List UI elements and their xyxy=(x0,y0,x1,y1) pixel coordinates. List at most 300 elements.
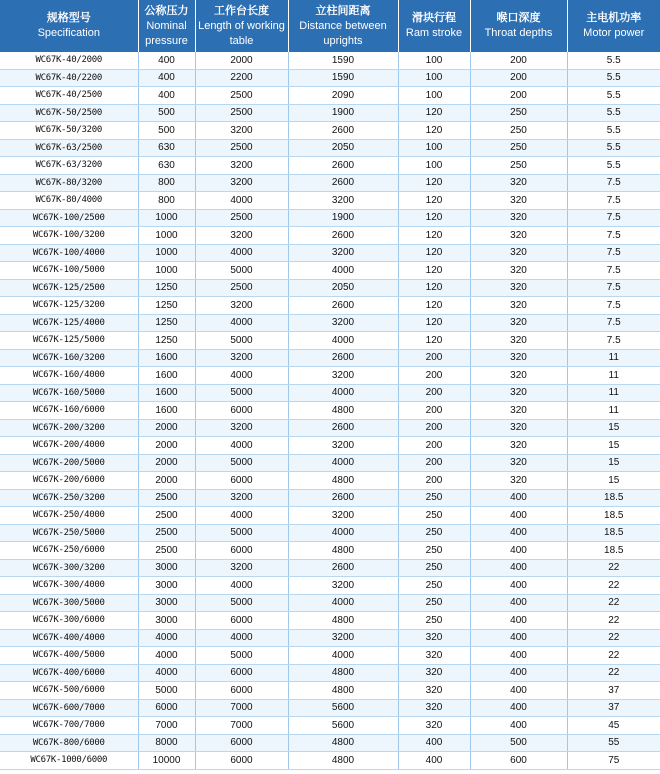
cell-pressure: 1600 xyxy=(138,349,195,367)
cell-throat-depth: 320 xyxy=(470,297,567,315)
cell-motor-power: 15 xyxy=(567,454,660,472)
cell-motor-power: 7.5 xyxy=(567,279,660,297)
cell-motor-power: 55 xyxy=(567,734,660,752)
cell-throat-depth: 400 xyxy=(470,682,567,700)
cell-throat-depth: 320 xyxy=(470,367,567,385)
header-upright-distance: 立柱间距离 Distance between uprights xyxy=(288,0,398,52)
cell-upright-distance: 2600 xyxy=(288,419,398,437)
cell-pressure: 1000 xyxy=(138,227,195,245)
cell-table-length: 6000 xyxy=(195,542,288,560)
cell-ram-stroke: 400 xyxy=(398,734,470,752)
cell-motor-power: 18.5 xyxy=(567,489,660,507)
cell-model: WC67K-600/7000 xyxy=(0,699,138,717)
cell-pressure: 10000 xyxy=(138,752,195,770)
cell-pressure: 1600 xyxy=(138,402,195,420)
cell-pressure: 3000 xyxy=(138,594,195,612)
cell-motor-power: 7.5 xyxy=(567,332,660,350)
table-row xyxy=(0,349,660,367)
cell-table-length: 3200 xyxy=(195,157,288,175)
cell-model: WC67K-50/2500 xyxy=(0,104,138,122)
cell-model: WC67K-160/5000 xyxy=(0,384,138,402)
header-table-length: 工作台长度 Length of working table xyxy=(195,0,288,52)
cell-upright-distance: 4800 xyxy=(288,542,398,560)
cell-model: WC67K-200/5000 xyxy=(0,454,138,472)
cell-throat-depth: 320 xyxy=(470,332,567,350)
cell-throat-depth: 320 xyxy=(470,402,567,420)
cell-model: WC67K-40/2500 xyxy=(0,87,138,105)
header-motor-power: 主电机功率 Motor power xyxy=(567,0,660,52)
cell-motor-power: 7.5 xyxy=(567,297,660,315)
table-row xyxy=(0,332,660,350)
cell-ram-stroke: 120 xyxy=(398,104,470,122)
cell-ram-stroke: 250 xyxy=(398,524,470,542)
cell-model: WC67K-400/6000 xyxy=(0,664,138,682)
cell-table-length: 7000 xyxy=(195,699,288,717)
cell-model: WC67K-125/2500 xyxy=(0,279,138,297)
cell-model: WC67K-125/3200 xyxy=(0,297,138,315)
cell-table-length: 3200 xyxy=(195,227,288,245)
cell-throat-depth: 400 xyxy=(470,577,567,595)
cell-ram-stroke: 120 xyxy=(398,314,470,332)
table-header xyxy=(0,0,660,52)
cell-upright-distance: 3200 xyxy=(288,629,398,647)
cell-throat-depth: 320 xyxy=(470,437,567,455)
cell-pressure: 3000 xyxy=(138,612,195,630)
cell-ram-stroke: 100 xyxy=(398,69,470,87)
table-row xyxy=(0,262,660,280)
table-row xyxy=(0,192,660,210)
table-row xyxy=(0,594,660,612)
table-row xyxy=(0,559,660,577)
cell-motor-power: 22 xyxy=(567,594,660,612)
table-row xyxy=(0,209,660,227)
cell-ram-stroke: 200 xyxy=(398,349,470,367)
table-row xyxy=(0,384,660,402)
cell-motor-power: 7.5 xyxy=(567,192,660,210)
cell-throat-depth: 400 xyxy=(470,629,567,647)
cell-ram-stroke: 200 xyxy=(398,454,470,472)
cell-upright-distance: 3200 xyxy=(288,577,398,595)
cell-upright-distance: 1590 xyxy=(288,69,398,87)
cell-model: WC67K-125/4000 xyxy=(0,314,138,332)
cell-model: WC67K-500/6000 xyxy=(0,682,138,700)
cell-model: WC67K-250/3200 xyxy=(0,489,138,507)
cell-motor-power: 45 xyxy=(567,717,660,735)
cell-upright-distance: 1590 xyxy=(288,52,398,69)
table-row xyxy=(0,244,660,262)
cell-table-length: 5000 xyxy=(195,454,288,472)
cell-table-length: 2500 xyxy=(195,139,288,157)
cell-upright-distance: 2600 xyxy=(288,157,398,175)
cell-throat-depth: 200 xyxy=(470,87,567,105)
cell-model: WC67K-40/2200 xyxy=(0,69,138,87)
cell-pressure: 8000 xyxy=(138,734,195,752)
cell-ram-stroke: 320 xyxy=(398,647,470,665)
cell-ram-stroke: 200 xyxy=(398,367,470,385)
cell-motor-power: 22 xyxy=(567,559,660,577)
cell-upright-distance: 5600 xyxy=(288,717,398,735)
cell-ram-stroke: 320 xyxy=(398,664,470,682)
cell-table-length: 3200 xyxy=(195,489,288,507)
cell-model: WC67K-250/5000 xyxy=(0,524,138,542)
cell-motor-power: 11 xyxy=(567,349,660,367)
cell-pressure: 800 xyxy=(138,192,195,210)
cell-motor-power: 18.5 xyxy=(567,542,660,560)
cell-motor-power: 22 xyxy=(567,664,660,682)
cell-upright-distance: 2050 xyxy=(288,279,398,297)
cell-throat-depth: 320 xyxy=(470,314,567,332)
cell-throat-depth: 320 xyxy=(470,472,567,490)
cell-upright-distance: 4000 xyxy=(288,594,398,612)
cell-pressure: 3000 xyxy=(138,577,195,595)
cell-upright-distance: 4000 xyxy=(288,647,398,665)
cell-ram-stroke: 320 xyxy=(398,682,470,700)
cell-ram-stroke: 200 xyxy=(398,419,470,437)
table-row xyxy=(0,629,660,647)
cell-throat-depth: 320 xyxy=(470,419,567,437)
header-nominal-pressure: 公称压力 Nominal pressure xyxy=(138,0,195,52)
cell-ram-stroke: 200 xyxy=(398,384,470,402)
cell-table-length: 7000 xyxy=(195,717,288,735)
cell-model: WC67K-160/4000 xyxy=(0,367,138,385)
header-ram-stroke: 滑块行程 Ram stroke xyxy=(398,0,470,52)
cell-ram-stroke: 120 xyxy=(398,262,470,280)
cell-upright-distance: 3200 xyxy=(288,192,398,210)
cell-throat-depth: 250 xyxy=(470,139,567,157)
table-row xyxy=(0,524,660,542)
cell-pressure: 630 xyxy=(138,157,195,175)
cell-ram-stroke: 200 xyxy=(398,472,470,490)
cell-throat-depth: 400 xyxy=(470,559,567,577)
cell-model: WC67K-200/6000 xyxy=(0,472,138,490)
table-row xyxy=(0,157,660,175)
cell-ram-stroke: 200 xyxy=(398,402,470,420)
cell-pressure: 400 xyxy=(138,69,195,87)
cell-ram-stroke: 320 xyxy=(398,629,470,647)
table-row xyxy=(0,367,660,385)
cell-motor-power: 18.5 xyxy=(567,507,660,525)
cell-model: WC67K-250/4000 xyxy=(0,507,138,525)
cell-upright-distance: 4800 xyxy=(288,612,398,630)
cell-pressure: 2500 xyxy=(138,542,195,560)
cell-ram-stroke: 320 xyxy=(398,699,470,717)
cell-model: WC67K-40/2000 xyxy=(0,52,138,69)
table-row xyxy=(0,454,660,472)
cell-pressure: 1250 xyxy=(138,332,195,350)
cell-motor-power: 7.5 xyxy=(567,244,660,262)
cell-upright-distance: 4800 xyxy=(288,734,398,752)
cell-motor-power: 22 xyxy=(567,612,660,630)
cell-table-length: 2500 xyxy=(195,209,288,227)
table-body xyxy=(0,52,660,769)
cell-model: WC67K-160/3200 xyxy=(0,349,138,367)
cell-table-length: 4000 xyxy=(195,507,288,525)
cell-upright-distance: 4000 xyxy=(288,262,398,280)
table-row xyxy=(0,577,660,595)
table-row xyxy=(0,647,660,665)
table-row xyxy=(0,682,660,700)
cell-pressure: 4000 xyxy=(138,629,195,647)
table-row xyxy=(0,139,660,157)
cell-motor-power: 18.5 xyxy=(567,524,660,542)
cell-pressure: 1250 xyxy=(138,314,195,332)
cell-model: WC67K-300/5000 xyxy=(0,594,138,612)
cell-throat-depth: 500 xyxy=(470,734,567,752)
header-row xyxy=(0,0,660,52)
cell-table-length: 5000 xyxy=(195,524,288,542)
table-row xyxy=(0,437,660,455)
cell-pressure: 400 xyxy=(138,87,195,105)
cell-throat-depth: 400 xyxy=(470,717,567,735)
cell-model: WC67K-160/6000 xyxy=(0,402,138,420)
cell-pressure: 6000 xyxy=(138,699,195,717)
cell-ram-stroke: 250 xyxy=(398,542,470,560)
cell-pressure: 2500 xyxy=(138,507,195,525)
table-row xyxy=(0,87,660,105)
cell-motor-power: 5.5 xyxy=(567,87,660,105)
cell-model: WC67K-80/4000 xyxy=(0,192,138,210)
cell-throat-depth: 320 xyxy=(470,227,567,245)
cell-throat-depth: 400 xyxy=(470,664,567,682)
cell-model: WC67K-200/4000 xyxy=(0,437,138,455)
cell-model: WC67K-100/3200 xyxy=(0,227,138,245)
cell-pressure: 2000 xyxy=(138,472,195,490)
cell-motor-power: 22 xyxy=(567,629,660,647)
cell-ram-stroke: 100 xyxy=(398,52,470,69)
cell-upright-distance: 4000 xyxy=(288,524,398,542)
cell-table-length: 2500 xyxy=(195,87,288,105)
table-row xyxy=(0,314,660,332)
cell-table-length: 4000 xyxy=(195,244,288,262)
cell-pressure: 1600 xyxy=(138,367,195,385)
cell-pressure: 500 xyxy=(138,122,195,140)
cell-model: WC67K-400/4000 xyxy=(0,629,138,647)
cell-pressure: 1250 xyxy=(138,279,195,297)
cell-upright-distance: 4000 xyxy=(288,384,398,402)
cell-ram-stroke: 250 xyxy=(398,489,470,507)
cell-pressure: 1000 xyxy=(138,244,195,262)
cell-pressure: 800 xyxy=(138,174,195,192)
cell-throat-depth: 400 xyxy=(470,524,567,542)
table-row xyxy=(0,104,660,122)
cell-motor-power: 7.5 xyxy=(567,227,660,245)
cell-pressure: 630 xyxy=(138,139,195,157)
cell-table-length: 4000 xyxy=(195,577,288,595)
cell-throat-depth: 320 xyxy=(470,192,567,210)
cell-model: WC67K-100/2500 xyxy=(0,209,138,227)
cell-table-length: 6000 xyxy=(195,664,288,682)
cell-table-length: 5000 xyxy=(195,384,288,402)
header-specification: 规格型号 Specification xyxy=(0,0,138,52)
cell-throat-depth: 400 xyxy=(470,489,567,507)
cell-upright-distance: 3200 xyxy=(288,244,398,262)
cell-model: WC67K-300/3200 xyxy=(0,559,138,577)
table-row xyxy=(0,489,660,507)
cell-pressure: 2000 xyxy=(138,454,195,472)
cell-motor-power: 37 xyxy=(567,699,660,717)
cell-ram-stroke: 120 xyxy=(398,209,470,227)
cell-model: WC67K-200/3200 xyxy=(0,419,138,437)
cell-table-length: 5000 xyxy=(195,594,288,612)
cell-table-length: 4000 xyxy=(195,314,288,332)
table-row xyxy=(0,52,660,69)
cell-motor-power: 11 xyxy=(567,384,660,402)
cell-table-length: 4000 xyxy=(195,367,288,385)
cell-pressure: 4000 xyxy=(138,647,195,665)
cell-upright-distance: 4000 xyxy=(288,454,398,472)
cell-motor-power: 11 xyxy=(567,367,660,385)
cell-upright-distance: 2600 xyxy=(288,174,398,192)
cell-table-length: 5000 xyxy=(195,647,288,665)
cell-upright-distance: 2050 xyxy=(288,139,398,157)
cell-table-length: 5000 xyxy=(195,332,288,350)
cell-throat-depth: 400 xyxy=(470,612,567,630)
cell-motor-power: 5.5 xyxy=(567,139,660,157)
cell-motor-power: 75 xyxy=(567,752,660,770)
cell-ram-stroke: 120 xyxy=(398,122,470,140)
cell-table-length: 6000 xyxy=(195,402,288,420)
cell-ram-stroke: 100 xyxy=(398,139,470,157)
table-row xyxy=(0,297,660,315)
cell-upright-distance: 3200 xyxy=(288,437,398,455)
cell-model: WC67K-250/6000 xyxy=(0,542,138,560)
cell-throat-depth: 400 xyxy=(470,594,567,612)
cell-model: WC67K-50/3200 xyxy=(0,122,138,140)
cell-upright-distance: 5600 xyxy=(288,699,398,717)
cell-upright-distance: 3200 xyxy=(288,367,398,385)
cell-model: WC67K-100/5000 xyxy=(0,262,138,280)
cell-table-length: 6000 xyxy=(195,612,288,630)
cell-pressure: 1000 xyxy=(138,209,195,227)
cell-motor-power: 22 xyxy=(567,647,660,665)
cell-motor-power: 5.5 xyxy=(567,69,660,87)
cell-throat-depth: 400 xyxy=(470,699,567,717)
cell-throat-depth: 320 xyxy=(470,454,567,472)
cell-table-length: 2500 xyxy=(195,279,288,297)
cell-table-length: 3200 xyxy=(195,297,288,315)
cell-model: WC67K-800/6000 xyxy=(0,734,138,752)
cell-throat-depth: 400 xyxy=(470,542,567,560)
cell-model: WC67K-1000/6000 xyxy=(0,752,138,770)
cell-model: WC67K-700/7000 xyxy=(0,717,138,735)
cell-upright-distance: 2600 xyxy=(288,489,398,507)
cell-upright-distance: 4800 xyxy=(288,472,398,490)
cell-model: WC67K-63/2500 xyxy=(0,139,138,157)
table-row xyxy=(0,507,660,525)
cell-throat-depth: 400 xyxy=(470,507,567,525)
cell-ram-stroke: 250 xyxy=(398,507,470,525)
cell-upright-distance: 4000 xyxy=(288,332,398,350)
cell-pressure: 1000 xyxy=(138,262,195,280)
cell-table-length: 2200 xyxy=(195,69,288,87)
cell-upright-distance: 2600 xyxy=(288,297,398,315)
cell-throat-depth: 320 xyxy=(470,174,567,192)
table-row xyxy=(0,752,660,770)
table-row xyxy=(0,734,660,752)
cell-throat-depth: 250 xyxy=(470,122,567,140)
table-row xyxy=(0,279,660,297)
cell-table-length: 3200 xyxy=(195,419,288,437)
cell-motor-power: 5.5 xyxy=(567,122,660,140)
cell-pressure: 3000 xyxy=(138,559,195,577)
cell-upright-distance: 2600 xyxy=(288,122,398,140)
table-row xyxy=(0,664,660,682)
cell-motor-power: 5.5 xyxy=(567,104,660,122)
cell-table-length: 6000 xyxy=(195,752,288,770)
cell-pressure: 7000 xyxy=(138,717,195,735)
cell-model: WC67K-63/3200 xyxy=(0,157,138,175)
table-row xyxy=(0,402,660,420)
cell-table-length: 3200 xyxy=(195,559,288,577)
cell-table-length: 6000 xyxy=(195,682,288,700)
cell-ram-stroke: 100 xyxy=(398,157,470,175)
cell-throat-depth: 320 xyxy=(470,384,567,402)
cell-upright-distance: 4800 xyxy=(288,664,398,682)
cell-motor-power: 7.5 xyxy=(567,314,660,332)
cell-ram-stroke: 250 xyxy=(398,594,470,612)
table-row xyxy=(0,717,660,735)
cell-pressure: 4000 xyxy=(138,664,195,682)
header-throat-depth: 喉口深度 Throat depths xyxy=(470,0,567,52)
cell-pressure: 2500 xyxy=(138,489,195,507)
cell-table-length: 6000 xyxy=(195,472,288,490)
cell-throat-depth: 320 xyxy=(470,349,567,367)
cell-motor-power: 15 xyxy=(567,437,660,455)
cell-throat-depth: 320 xyxy=(470,244,567,262)
cell-ram-stroke: 120 xyxy=(398,227,470,245)
cell-table-length: 4000 xyxy=(195,192,288,210)
cell-throat-depth: 600 xyxy=(470,752,567,770)
cell-ram-stroke: 120 xyxy=(398,244,470,262)
cell-motor-power: 15 xyxy=(567,419,660,437)
cell-motor-power: 7.5 xyxy=(567,209,660,227)
cell-ram-stroke: 120 xyxy=(398,192,470,210)
table-row xyxy=(0,122,660,140)
cell-upright-distance: 1900 xyxy=(288,104,398,122)
cell-upright-distance: 4800 xyxy=(288,682,398,700)
cell-upright-distance: 4800 xyxy=(288,402,398,420)
cell-upright-distance: 3200 xyxy=(288,314,398,332)
cell-ram-stroke: 120 xyxy=(398,297,470,315)
cell-motor-power: 15 xyxy=(567,472,660,490)
cell-model: WC67K-100/4000 xyxy=(0,244,138,262)
cell-upright-distance: 4800 xyxy=(288,752,398,770)
cell-throat-depth: 400 xyxy=(470,647,567,665)
table-row xyxy=(0,699,660,717)
cell-motor-power: 7.5 xyxy=(567,262,660,280)
cell-throat-depth: 320 xyxy=(470,262,567,280)
cell-pressure: 5000 xyxy=(138,682,195,700)
cell-ram-stroke: 100 xyxy=(398,87,470,105)
cell-ram-stroke: 250 xyxy=(398,559,470,577)
table-row xyxy=(0,174,660,192)
cell-pressure: 1600 xyxy=(138,384,195,402)
cell-upright-distance: 3200 xyxy=(288,507,398,525)
cell-throat-depth: 250 xyxy=(470,157,567,175)
table-row xyxy=(0,472,660,490)
cell-table-length: 4000 xyxy=(195,629,288,647)
cell-upright-distance: 2600 xyxy=(288,559,398,577)
cell-throat-depth: 320 xyxy=(470,279,567,297)
cell-ram-stroke: 250 xyxy=(398,612,470,630)
cell-motor-power: 37 xyxy=(567,682,660,700)
cell-table-length: 2000 xyxy=(195,52,288,69)
cell-table-length: 2500 xyxy=(195,104,288,122)
cell-motor-power: 7.5 xyxy=(567,174,660,192)
cell-table-length: 4000 xyxy=(195,437,288,455)
cell-model: WC67K-300/4000 xyxy=(0,577,138,595)
table-row xyxy=(0,227,660,245)
